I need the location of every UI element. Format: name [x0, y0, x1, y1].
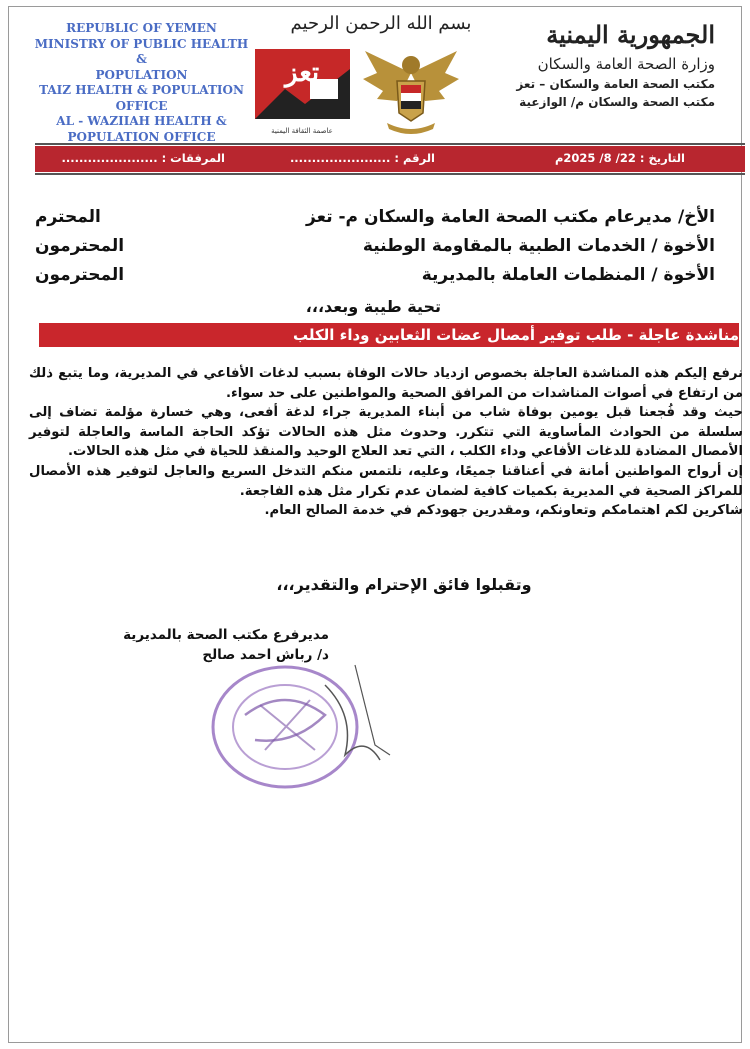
body-paragraph: إن أرواح المواطنين أمانة في أعناقنا جميعًا، وعليه، نلتمس منكم التدخل السريع والعاجل لتوفير هذه الأمصال للمراكز الصحية في المديرية بكميات كافية لضمان عدم تكرار مثل هذه الفاجعة.: [29, 463, 743, 499]
signer-name: د/ رباش احمد صالح: [202, 647, 329, 663]
en-line-4: TAIZ HEALTH & POPULATION: [39, 83, 244, 97]
addressee-row: [25, 265, 715, 294]
addressee-name: الأخوة / المنظمات العاملة بالمديرية: [421, 265, 715, 285]
en-line-5: OFFICE: [115, 98, 168, 113]
body-paragraph: نرفع إليكم هذه المناشدة العاجلة بخصوص ازدياد حالات الوفاة بسبب لدغات الأفاعي في المديرية، وما يتبع ذلك من ارتفاع في أصوات المناشدات من المرافق الصحية والمواطنين على حد سواء.: [29, 366, 743, 401]
addressee-name: الأخ/ مديرعام مكتب الصحة العامة والسكان م- تعز: [306, 207, 715, 227]
taiz-city-logo: [255, 49, 350, 137]
ar-line-4: مكتب الصحة والسكان م/ الوازعية: [519, 95, 715, 109]
addressee-salute: المحترمون: [35, 265, 125, 285]
en-line-3: POPULATION: [95, 67, 188, 82]
addressee-salute: المحترمون: [35, 236, 125, 256]
yemen-eagle-emblem-icon: [357, 43, 465, 141]
letter-page: [8, 6, 742, 1043]
subject-banner: [39, 323, 739, 347]
greeting: تحية طيبة وبعد،،،: [305, 297, 441, 316]
closing-line: وتقبلوا فائق الإحترام والتقدير،،،: [276, 575, 532, 594]
date-field: التاريخ : 22/ 8/ 2025م: [554, 151, 685, 165]
en-line-6: AL - WAZIIAH HEALTH &: [56, 114, 227, 128]
attachments-field: المرفقات : ......................: [61, 151, 225, 165]
divider-bottom: [35, 173, 745, 175]
en-line-2: MINISTRY OF PUBLIC HEALTH &: [34, 36, 249, 66]
meta-bar: [35, 146, 745, 172]
signer-title: مديرفرع مكتب الصحة بالمديرية: [123, 627, 329, 643]
body-paragraph: حيث وقد فُجعنا قبل يومين بوفاة شاب من أبناء المديرية جراء لدغة أفعى، وهي خسارة مؤلمة تضاف إلى سلسلة من الحوادث المأساوية التي تتكرر. وحدوث مثل هذه الحالات تؤكد الحاجة الماسة والعاجلة لتوفير الأمصال المضادة للدغات الأفاعي وداء الكلب ، التي تعد العلاج الوحيد والمنقذ للحياة في مثل هذه الحالات.: [29, 405, 743, 460]
divider-top: [35, 143, 745, 145]
letter-body: [29, 364, 743, 521]
ar-line-2: وزارة الصحة العامة والسكان: [537, 55, 715, 73]
body-paragraph: شاكرين لكم اهتمامكم وتعاونكم، ومقدرين جهودكم في خدمة الصالح العام.: [264, 503, 743, 519]
addressee-row: [25, 236, 715, 265]
arabic-letterhead: [475, 17, 715, 111]
en-line-7: POPULATION OFFICE: [67, 129, 216, 144]
official-stamp-icon: [205, 645, 405, 795]
subject-text: مناشدة عاجلة - طلب توفير أمصال عضات الثعابين وداء الكلب: [292, 326, 739, 344]
english-letterhead: [29, 21, 254, 145]
city-logo-text: تعز: [285, 58, 320, 88]
ar-line-1: الجمهورية اليمنية: [546, 20, 715, 49]
city-logo-caption: عاصمة الثقافة اليمنية: [271, 127, 333, 135]
reference-field: الرقم : .......................: [289, 151, 435, 165]
addressee-name: الأخوة / الخدمات الطبية بالمقاومة الوطنية: [362, 236, 715, 256]
addressee-block: [25, 207, 715, 294]
ar-line-3: مكتب الصحة العامة والسكان – تعز: [516, 77, 715, 91]
en-line-1: REPUBLIC OF YEMEN: [66, 21, 217, 35]
basmala: بسم الله الرحمن الرحيم: [290, 13, 472, 34]
addressee-salute: المحترم: [35, 207, 101, 227]
addressee-row: [25, 207, 715, 236]
